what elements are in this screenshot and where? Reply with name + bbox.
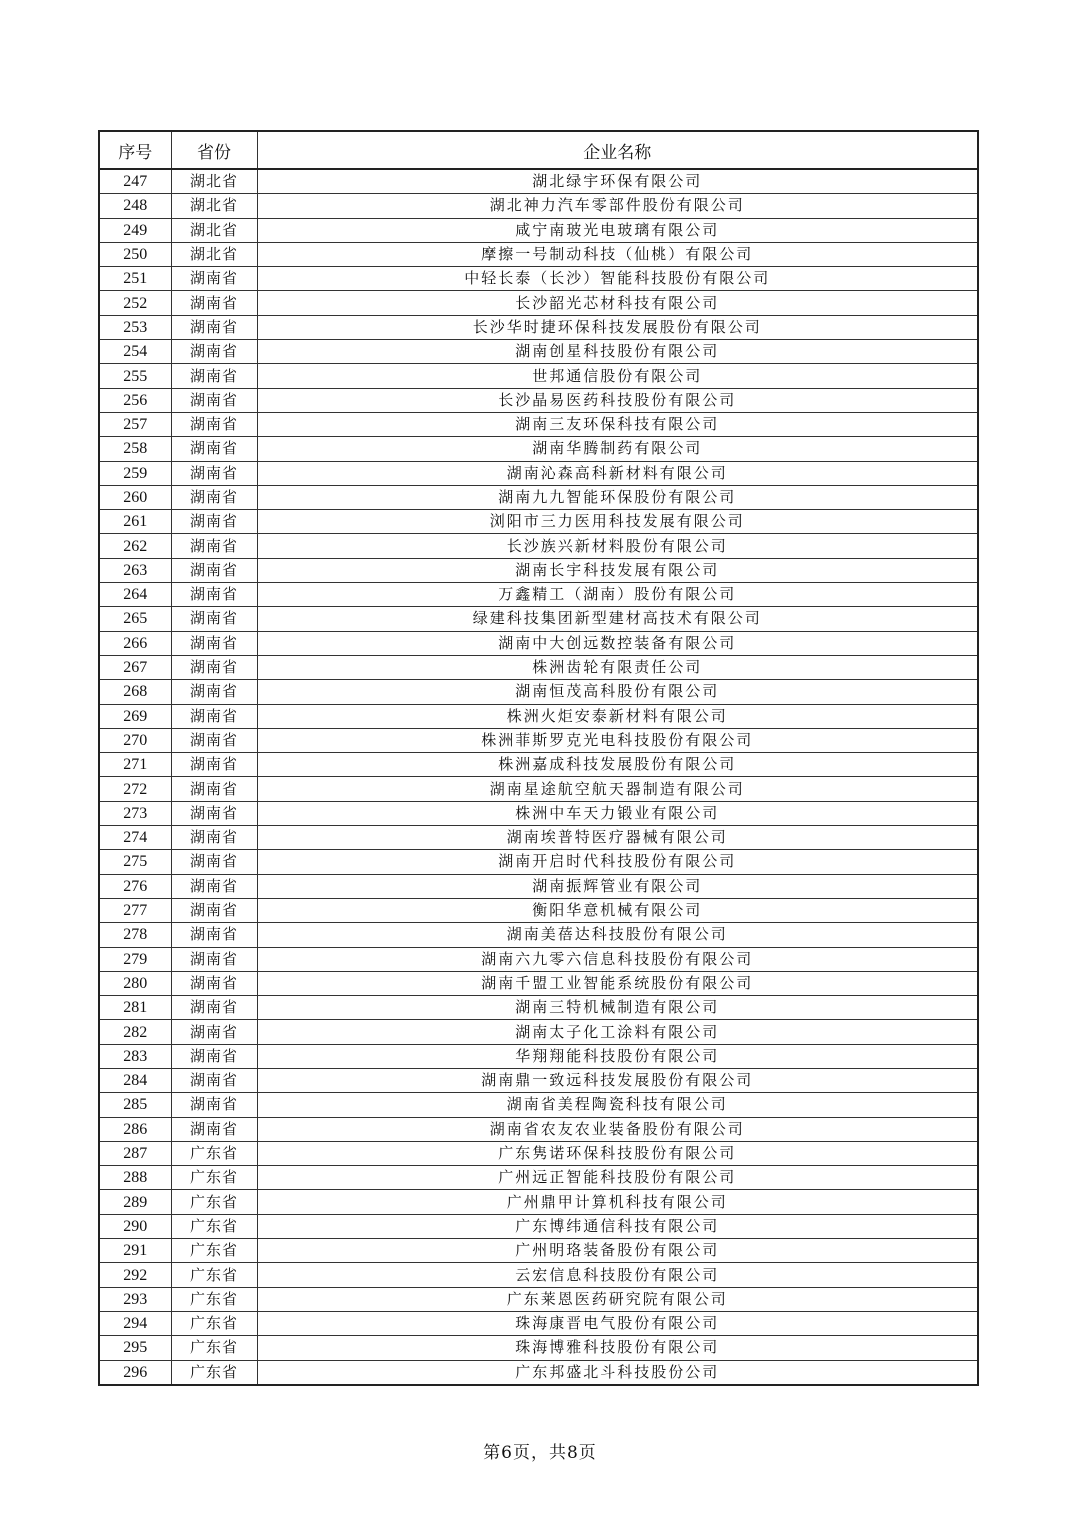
table-row [99, 801, 978, 825]
company-name-cell: 中轻长泰（长沙）智能科技股份有限公司 [257, 267, 978, 291]
table-row [99, 947, 978, 971]
company-name-cell: 湖南九九智能环保股份有限公司 [257, 485, 978, 509]
table-row [99, 704, 978, 728]
table-row [99, 437, 978, 461]
province-cell: 湖南省 [171, 315, 257, 339]
province-cell: 湖南省 [171, 291, 257, 315]
province-cell: 湖南省 [171, 923, 257, 947]
serial-number-cell: 272 [99, 777, 171, 801]
province-cell: 湖南省 [171, 850, 257, 874]
table-row [99, 510, 978, 534]
province-cell: 广东省 [171, 1360, 257, 1385]
company-name-cell: 长沙华时捷环保科技发展股份有限公司 [257, 315, 978, 339]
table-row [99, 1141, 978, 1165]
province-cell: 湖南省 [171, 655, 257, 679]
province-cell: 湖南省 [171, 461, 257, 485]
serial-number-cell: 270 [99, 728, 171, 752]
table-body [99, 169, 978, 1385]
serial-number-cell: 266 [99, 631, 171, 655]
province-cell: 广东省 [171, 1214, 257, 1238]
province-cell: 湖南省 [171, 898, 257, 922]
serial-number-cell: 268 [99, 680, 171, 704]
serial-number-cell: 259 [99, 461, 171, 485]
serial-number-cell: 254 [99, 340, 171, 364]
serial-number-cell: 275 [99, 850, 171, 874]
table-row [99, 753, 978, 777]
company-name-cell: 湖南长宇科技发展有限公司 [257, 558, 978, 582]
province-cell: 湖南省 [171, 631, 257, 655]
table-row [99, 850, 978, 874]
company-name-cell: 广州明珞装备股份有限公司 [257, 1239, 978, 1263]
province-cell: 广东省 [171, 1190, 257, 1214]
company-name-cell: 世邦通信股份有限公司 [257, 364, 978, 388]
table-header-row [99, 131, 978, 169]
serial-number-cell: 263 [99, 558, 171, 582]
serial-number-cell: 262 [99, 534, 171, 558]
serial-number-cell: 281 [99, 996, 171, 1020]
serial-number-cell: 293 [99, 1287, 171, 1311]
table-row [99, 315, 978, 339]
company-name-cell: 湖南开启时代科技股份有限公司 [257, 850, 978, 874]
company-name-cell: 广东博纬通信科技有限公司 [257, 1214, 978, 1238]
company-name-cell: 云宏信息科技股份有限公司 [257, 1263, 978, 1287]
province-cell: 湖南省 [171, 874, 257, 898]
table-row [99, 583, 978, 607]
province-cell: 湖北省 [171, 242, 257, 266]
serial-number-cell: 282 [99, 1020, 171, 1044]
province-cell: 湖南省 [171, 485, 257, 509]
serial-number-cell: 286 [99, 1117, 171, 1141]
table-row [99, 267, 978, 291]
company-name-cell: 广东隽诺环保科技股份有限公司 [257, 1141, 978, 1165]
province-cell: 湖南省 [171, 753, 257, 777]
company-name-cell: 湖南三特机械制造有限公司 [257, 996, 978, 1020]
company-name-cell: 湖南鼎一致远科技发展股份有限公司 [257, 1068, 978, 1092]
company-name-cell: 长沙族兴新材料股份有限公司 [257, 534, 978, 558]
province-cell: 湖南省 [171, 437, 257, 461]
serial-number-cell: 251 [99, 267, 171, 291]
company-name-cell: 株洲齿轮有限责任公司 [257, 655, 978, 679]
serial-number-cell: 294 [99, 1311, 171, 1335]
header-serial-number: 序号 [99, 131, 171, 169]
province-cell: 广东省 [171, 1141, 257, 1165]
company-name-cell: 湖南三友环保科技有限公司 [257, 412, 978, 436]
province-cell: 湖南省 [171, 412, 257, 436]
company-name-cell: 湖南华腾制药有限公司 [257, 437, 978, 461]
province-cell: 湖南省 [171, 1020, 257, 1044]
table-row [99, 1020, 978, 1044]
table-row [99, 1360, 978, 1385]
province-cell: 湖南省 [171, 680, 257, 704]
province-cell: 广东省 [171, 1336, 257, 1360]
serial-number-cell: 271 [99, 753, 171, 777]
table-row [99, 777, 978, 801]
province-cell: 湖北省 [171, 194, 257, 218]
table-row [99, 218, 978, 242]
company-name-cell: 湖南沁森高科新材料有限公司 [257, 461, 978, 485]
serial-number-cell: 273 [99, 801, 171, 825]
table-row [99, 169, 978, 194]
serial-number-cell: 255 [99, 364, 171, 388]
table-row [99, 1166, 978, 1190]
company-name-cell: 湖南千盟工业智能系统股份有限公司 [257, 971, 978, 995]
serial-number-cell: 253 [99, 315, 171, 339]
company-name-cell: 株洲菲斯罗克光电科技股份有限公司 [257, 728, 978, 752]
province-cell: 湖南省 [171, 971, 257, 995]
province-cell: 湖南省 [171, 607, 257, 631]
table-row [99, 655, 978, 679]
province-cell: 湖南省 [171, 1044, 257, 1068]
table-row [99, 412, 978, 436]
table-row [99, 1263, 978, 1287]
province-cell: 湖南省 [171, 728, 257, 752]
serial-number-cell: 296 [99, 1360, 171, 1385]
province-cell: 广东省 [171, 1311, 257, 1335]
serial-number-cell: 289 [99, 1190, 171, 1214]
table-row [99, 1093, 978, 1117]
company-name-cell: 华翔翔能科技股份有限公司 [257, 1044, 978, 1068]
province-cell: 湖南省 [171, 1117, 257, 1141]
province-cell: 湖南省 [171, 267, 257, 291]
table-row [99, 194, 978, 218]
serial-number-cell: 269 [99, 704, 171, 728]
province-cell: 湖南省 [171, 1068, 257, 1092]
company-name-cell: 湖南省美程陶瓷科技有限公司 [257, 1093, 978, 1117]
province-cell: 湖南省 [171, 801, 257, 825]
company-name-cell: 湖南创星科技股份有限公司 [257, 340, 978, 364]
company-name-cell: 广东邦盛北斗科技股份公司 [257, 1360, 978, 1385]
serial-number-cell: 258 [99, 437, 171, 461]
table-row [99, 364, 978, 388]
company-name-cell: 广州远正智能科技股份有限公司 [257, 1166, 978, 1190]
table-row [99, 971, 978, 995]
province-cell: 湖南省 [171, 340, 257, 364]
table-row [99, 485, 978, 509]
table-row [99, 1336, 978, 1360]
table-row [99, 461, 978, 485]
company-name-cell: 浏阳市三力医用科技发展有限公司 [257, 510, 978, 534]
serial-number-cell: 247 [99, 169, 171, 194]
company-name-cell: 广州鼎甲计算机科技有限公司 [257, 1190, 978, 1214]
serial-number-cell: 260 [99, 485, 171, 509]
company-name-cell: 湖南美蓓达科技股份有限公司 [257, 923, 978, 947]
serial-number-cell: 274 [99, 826, 171, 850]
serial-number-cell: 285 [99, 1093, 171, 1117]
company-name-cell: 长沙晶易医药科技股份有限公司 [257, 388, 978, 412]
company-list-table [98, 130, 979, 1386]
table-row [99, 728, 978, 752]
serial-number-cell: 295 [99, 1336, 171, 1360]
table-row [99, 1311, 978, 1335]
province-cell: 湖南省 [171, 947, 257, 971]
province-cell: 湖南省 [171, 534, 257, 558]
serial-number-cell: 276 [99, 874, 171, 898]
table-row [99, 1117, 978, 1141]
table-row [99, 242, 978, 266]
table-row [99, 340, 978, 364]
table-row [99, 1190, 978, 1214]
company-name-cell: 株洲中车天力锻业有限公司 [257, 801, 978, 825]
table-row [99, 607, 978, 631]
table-row [99, 898, 978, 922]
table-row [99, 1068, 978, 1092]
company-name-cell: 湖南振辉管业有限公司 [257, 874, 978, 898]
province-cell: 湖南省 [171, 704, 257, 728]
serial-number-cell: 291 [99, 1239, 171, 1263]
province-cell: 湖北省 [171, 169, 257, 194]
serial-number-cell: 279 [99, 947, 171, 971]
table-row [99, 826, 978, 850]
serial-number-cell: 264 [99, 583, 171, 607]
province-cell: 湖南省 [171, 777, 257, 801]
company-name-cell: 湖南中大创远数控装备有限公司 [257, 631, 978, 655]
serial-number-cell: 292 [99, 1263, 171, 1287]
company-name-cell: 湖南太子化工涂料有限公司 [257, 1020, 978, 1044]
serial-number-cell: 288 [99, 1166, 171, 1190]
company-name-cell: 湖南恒茂高科股份有限公司 [257, 680, 978, 704]
table-row [99, 996, 978, 1020]
serial-number-cell: 283 [99, 1044, 171, 1068]
serial-number-cell: 256 [99, 388, 171, 412]
serial-number-cell: 249 [99, 218, 171, 242]
company-name-cell: 湖南六九零六信息科技股份有限公司 [257, 947, 978, 971]
table-row [99, 388, 978, 412]
serial-number-cell: 277 [99, 898, 171, 922]
company-name-cell: 株洲火炬安泰新材料有限公司 [257, 704, 978, 728]
serial-number-cell: 287 [99, 1141, 171, 1165]
company-name-cell: 湖南星途航空航天器制造有限公司 [257, 777, 978, 801]
province-cell: 广东省 [171, 1166, 257, 1190]
company-name-cell: 广东莱恩医药研究院有限公司 [257, 1287, 978, 1311]
company-name-cell: 湖南省农友农业装备股份有限公司 [257, 1117, 978, 1141]
table-row [99, 558, 978, 582]
table-row [99, 1287, 978, 1311]
province-cell: 广东省 [171, 1263, 257, 1287]
province-cell: 湖南省 [171, 558, 257, 582]
serial-number-cell: 265 [99, 607, 171, 631]
province-cell: 湖南省 [171, 996, 257, 1020]
company-name-cell: 长沙韶光芯材科技有限公司 [257, 291, 978, 315]
table-row [99, 680, 978, 704]
serial-number-cell: 284 [99, 1068, 171, 1092]
province-cell: 湖南省 [171, 510, 257, 534]
province-cell: 广东省 [171, 1287, 257, 1311]
page-number-footer: 第6页，共8页 [483, 1443, 597, 1463]
table-row [99, 534, 978, 558]
company-name-cell: 咸宁南玻光电玻璃有限公司 [257, 218, 978, 242]
province-cell: 湖南省 [171, 583, 257, 607]
serial-number-cell: 290 [99, 1214, 171, 1238]
company-name-cell: 株洲嘉成科技发展股份有限公司 [257, 753, 978, 777]
header-province: 省份 [171, 131, 257, 169]
serial-number-cell: 280 [99, 971, 171, 995]
province-cell: 广东省 [171, 1239, 257, 1263]
table-row [99, 874, 978, 898]
table-row [99, 1214, 978, 1238]
serial-number-cell: 278 [99, 923, 171, 947]
table-row [99, 923, 978, 947]
company-name-cell: 珠海康晋电气股份有限公司 [257, 1311, 978, 1335]
company-name-cell: 湖南埃普特医疗器械有限公司 [257, 826, 978, 850]
company-name-cell: 湖北神力汽车零部件股份有限公司 [257, 194, 978, 218]
table-row [99, 291, 978, 315]
header-company-name: 企业名称 [257, 131, 978, 169]
table-row [99, 1044, 978, 1068]
province-cell: 湖北省 [171, 218, 257, 242]
serial-number-cell: 248 [99, 194, 171, 218]
province-cell: 湖南省 [171, 1093, 257, 1117]
table-row [99, 631, 978, 655]
province-cell: 湖南省 [171, 364, 257, 388]
company-name-cell: 万鑫精工（湖南）股份有限公司 [257, 583, 978, 607]
company-name-cell: 珠海博雅科技股份有限公司 [257, 1336, 978, 1360]
province-cell: 湖南省 [171, 388, 257, 412]
serial-number-cell: 257 [99, 412, 171, 436]
serial-number-cell: 252 [99, 291, 171, 315]
serial-number-cell: 261 [99, 510, 171, 534]
company-name-cell: 绿建科技集团新型建材高技术有限公司 [257, 607, 978, 631]
province-cell: 湖南省 [171, 826, 257, 850]
serial-number-cell: 250 [99, 242, 171, 266]
company-name-cell: 衡阳华意机械有限公司 [257, 898, 978, 922]
company-name-cell: 摩擦一号制动科技（仙桃）有限公司 [257, 242, 978, 266]
company-name-cell: 湖北绿宇环保有限公司 [257, 169, 978, 194]
table-row [99, 1239, 978, 1263]
serial-number-cell: 267 [99, 655, 171, 679]
